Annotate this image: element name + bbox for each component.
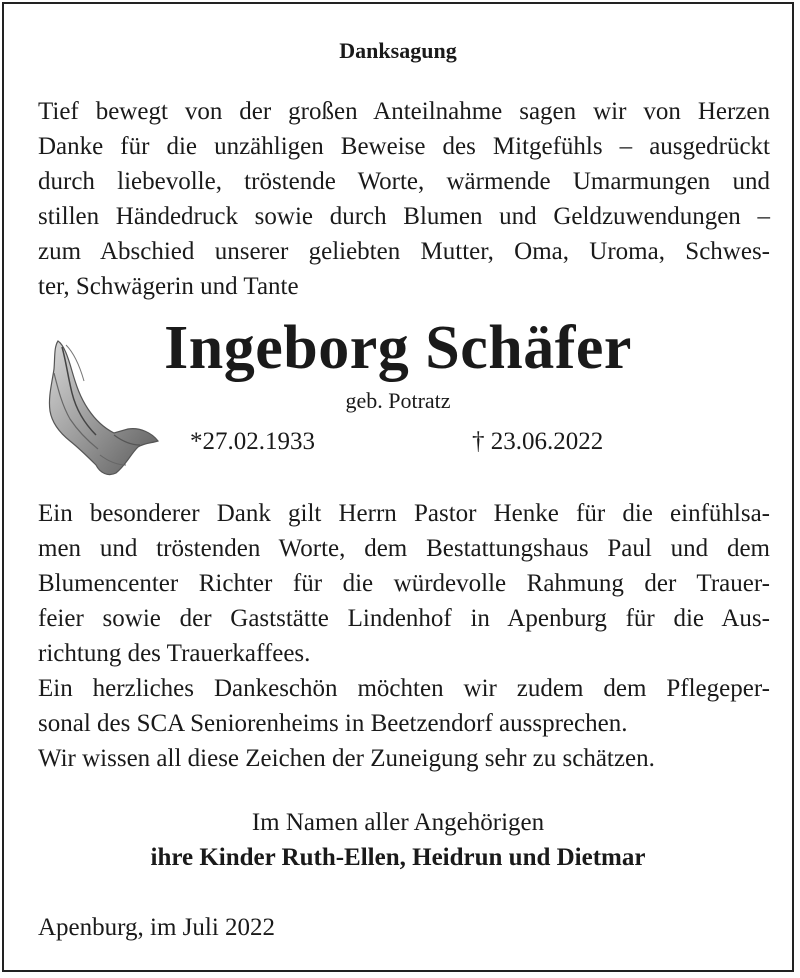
birth-date: *27.02.1933 <box>190 428 315 455</box>
intro-line: durch liebevolle, tröstende Worte, wärmende Umarmungen und <box>38 168 770 195</box>
intro-line: Danke für die unzähligen Beweise des Mitgefühls – ausgedrückt <box>38 133 770 160</box>
thanks-line: Wir wissen all diese Zeichen der Zuneigung sehr zu schätzen. <box>38 745 655 772</box>
thanks-line: sonal des SCA Seniorenheims in Beetzendorf aussprechen. <box>38 710 628 737</box>
signoff-text: Im Namen aller Angehörigen <box>251 809 545 836</box>
intro-line: zum Abschied unserer geliebten Mutter, Oma, Uroma, Schwes- <box>38 238 770 265</box>
signers-text: ihre Kinder Ruth-Ellen, Heidrun und Dietmar <box>150 844 646 871</box>
intro-line: stillen Händedruck sowie durch Blumen und Geldzuwendungen – <box>38 203 770 230</box>
intro-line: Tief bewegt von der großen Anteilnahme sagen wir von Herzen <box>38 98 770 125</box>
obituary-notice <box>2 2 794 972</box>
notice-heading: Danksagung <box>339 38 457 63</box>
deceased-name: Ingeborg Schäfer <box>164 314 632 382</box>
thanks-line: Ein besonderer Dank gilt Herrn Pastor Henke für die einfühlsa- <box>38 500 770 527</box>
thanks-line: feier sowie der Gaststätte Lindenhof in Apenburg für die Aus- <box>38 605 770 632</box>
intro-line: ter, Schwägerin und Tante <box>38 273 299 300</box>
intro-paragraph <box>38 94 770 304</box>
thanks-line: Blumencenter Richter für die würdevolle Rahmung der Trauer- <box>38 570 770 597</box>
death-date: † 23.06.2022 <box>472 428 604 455</box>
thanks-line: richtung des Trauerkaffees. <box>38 640 311 667</box>
thanks-paragraph <box>38 496 770 776</box>
thanks-line: men und tröstenden Worte, dem Bestattungshaus Paul und dem <box>38 535 770 562</box>
birth-name: geb. Potratz <box>345 388 451 413</box>
thanks-line: Ein herzliches Dankeschön möchten wir zudem dem Pflegeper- <box>38 675 770 702</box>
place-date: Apenburg, im Juli 2022 <box>38 914 276 941</box>
